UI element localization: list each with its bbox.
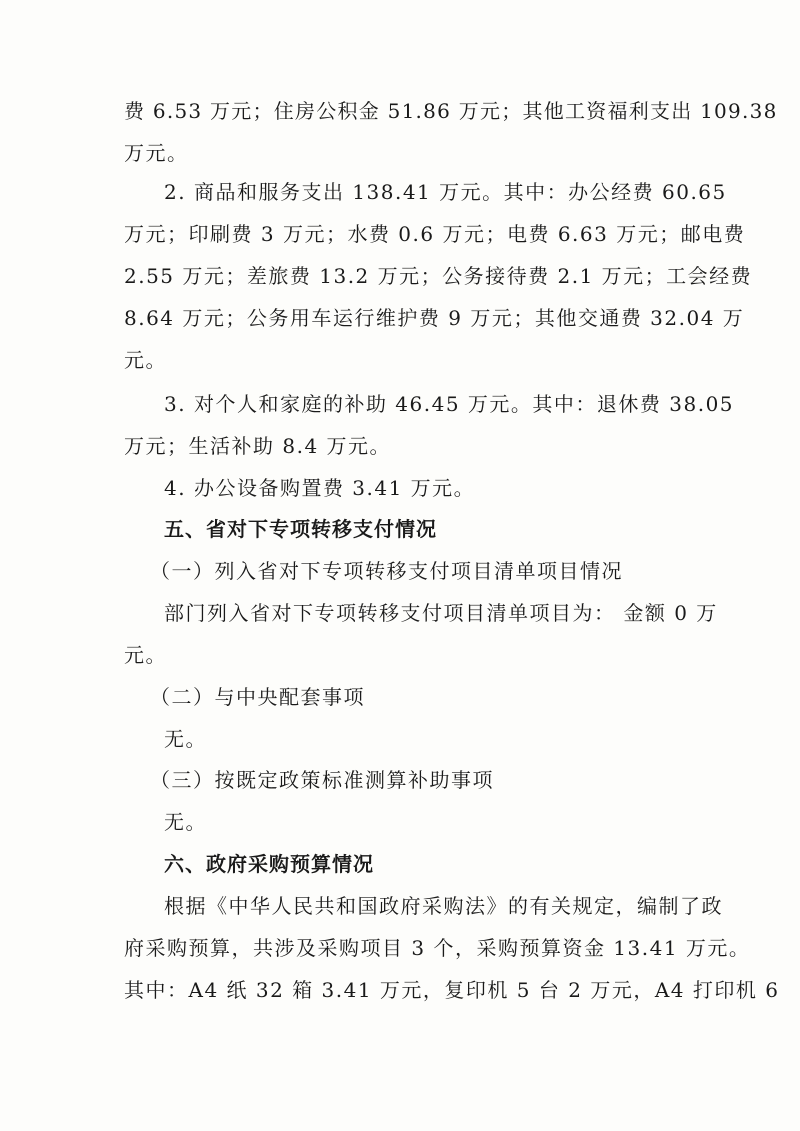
body-line: 无。 xyxy=(164,810,207,834)
body-line: 元。 xyxy=(124,348,167,372)
body-line: 8.64 万元；公务用车运行维护费 9 万元；其他交通费 32.04 万 xyxy=(124,306,745,330)
body-line: 2.55 万元；差旅费 13.2 万元；公务接待费 2.1 万元；工会经费 xyxy=(124,264,753,288)
section-heading-6: 六、政府采购预算情况 xyxy=(164,852,374,876)
body-line: 元。 xyxy=(124,643,167,667)
body-line: 无。 xyxy=(164,727,207,751)
body-line: 费 6.53 万元；住房公积金 51.86 万元；其他工资福利支出 109.38 xyxy=(124,99,778,123)
subsection-heading-5-3: （三）按既定政策标准测算补助事项 xyxy=(150,768,494,792)
body-line: 万元；生活补助 8.4 万元。 xyxy=(124,434,392,458)
body-line: 其中：A4 纸 32 箱 3.41 万元，复印机 5 台 2 万元，A4 打印机 6 xyxy=(124,978,780,1002)
body-line: 府采购预算，共涉及采购项目 3 个，采购预算资金 13.41 万元。 xyxy=(124,936,751,960)
body-line: 万元；印刷费 3 万元；水费 0.6 万元；电费 6.63 万元；邮电费 xyxy=(124,222,746,246)
section-heading-5: 五、省对下专项转移支付情况 xyxy=(164,517,437,541)
body-line: 根据《中华人民共和国政府采购法》的有关规定，编制了政 xyxy=(164,894,723,918)
subsection-heading-5-2: （二）与中央配套事项 xyxy=(150,685,365,709)
list-item-4: 4. 办公设备购置费 3.41 万元。 xyxy=(164,476,476,500)
subsection-heading-5-1: （一）列入省对下专项转移支付项目清单项目情况 xyxy=(150,559,623,583)
body-line: 部门列入省对下专项转移支付项目清单项目为： 金额 0 万 xyxy=(164,601,718,625)
body-line: 万元。 xyxy=(124,141,189,165)
list-item-3: 3. 对个人和家庭的补助 46.45 万元。其中：退休费 38.05 xyxy=(164,392,735,416)
list-item-2: 2. 商品和服务支出 138.41 万元。其中：办公经费 60.65 xyxy=(164,180,727,204)
